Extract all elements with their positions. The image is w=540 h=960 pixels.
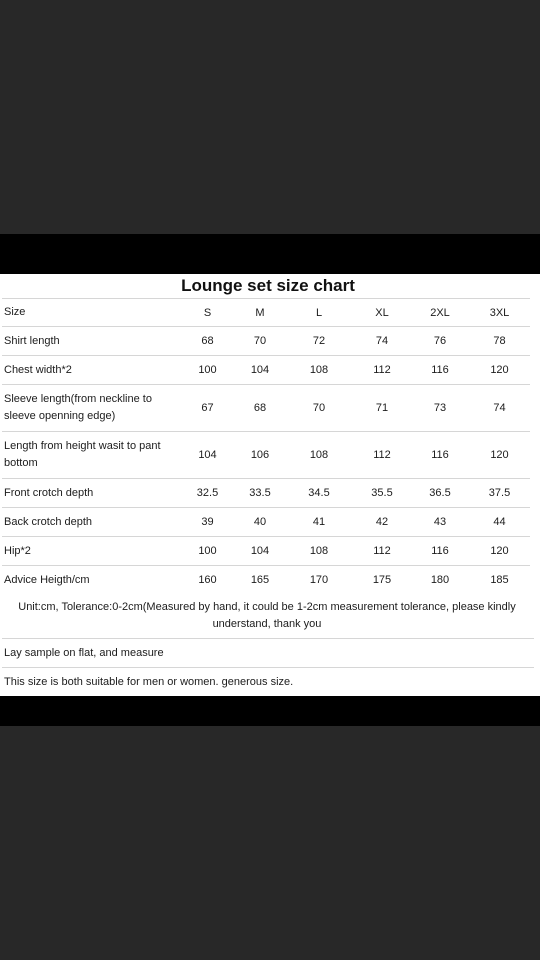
table-header-row [2, 299, 530, 327]
table-cell: 39 [180, 508, 235, 537]
table-cell: 35.5 [353, 479, 411, 508]
table-cell: 72 [285, 327, 353, 356]
table-cell: 67 [180, 385, 235, 432]
header-cell: L [285, 299, 353, 327]
table-cell: 112 [353, 432, 411, 479]
table-cell: 180 [411, 566, 469, 595]
table-cell: 68 [235, 385, 285, 432]
table-cell: 41 [285, 508, 353, 537]
lay-sample-note: Lay sample on flat, and measure [2, 638, 534, 667]
header-cell: 3XL [469, 299, 530, 327]
table-row [2, 537, 530, 566]
header-cell: Size [2, 299, 180, 327]
table-cell: 175 [353, 566, 411, 595]
table-cell: 43 [411, 508, 469, 537]
table-cell: 100 [180, 537, 235, 566]
bottom-black-band [0, 696, 540, 726]
row-label: Shirt length [2, 327, 180, 356]
table-row [2, 385, 530, 432]
table-cell: 165 [235, 566, 285, 595]
table-cell: 44 [469, 508, 530, 537]
table-cell: 74 [353, 327, 411, 356]
row-label: Front crotch depth [2, 479, 180, 508]
size-table [2, 298, 530, 594]
header-cell: S [180, 299, 235, 327]
table-row [2, 508, 530, 537]
table-cell: 42 [353, 508, 411, 537]
table-cell: 106 [235, 432, 285, 479]
header-cell: M [235, 299, 285, 327]
table-cell: 108 [285, 537, 353, 566]
table-cell: 120 [469, 356, 530, 385]
table-cell: 71 [353, 385, 411, 432]
row-label: Length from height wasit to pant bottom [2, 432, 180, 479]
table-cell: 104 [235, 356, 285, 385]
row-label: Hip*2 [2, 537, 180, 566]
table-cell: 112 [353, 537, 411, 566]
row-label: Advice Heigth/cm [2, 566, 180, 595]
table-cell: 185 [469, 566, 530, 595]
table-cell: 70 [285, 385, 353, 432]
table-row [2, 479, 530, 508]
table-cell: 74 [469, 385, 530, 432]
row-label: Chest width*2 [2, 356, 180, 385]
table-cell: 36.5 [411, 479, 469, 508]
row-label: Sleeve length(from neckline to sleeve openning edge) [2, 385, 180, 432]
table-cell: 116 [411, 432, 469, 479]
size-chart-sheet [0, 274, 540, 696]
table-cell: 116 [411, 537, 469, 566]
table-cell: 78 [469, 327, 530, 356]
table-cell: 73 [411, 385, 469, 432]
table-cell: 108 [285, 356, 353, 385]
table-cell: 108 [285, 432, 353, 479]
table-cell: 34.5 [285, 479, 353, 508]
table-cell: 104 [180, 432, 235, 479]
table-cell: 76 [411, 327, 469, 356]
table-cell: 120 [469, 432, 530, 479]
table-cell: 32.5 [180, 479, 235, 508]
top-black-band [0, 234, 540, 274]
row-label: Back crotch depth [2, 508, 180, 537]
table-cell: 37.5 [469, 479, 530, 508]
table-cell: 68 [180, 327, 235, 356]
tolerance-note: Unit:cm, Tolerance:0-2cm(Measured by hand, it could be 1-2cm measurement tolerance, please kindly understand, thank you [18, 601, 516, 630]
suitability-note: This size is both suitable for men or women. generous size. [2, 667, 534, 696]
table-cell: 116 [411, 356, 469, 385]
header-cell: 2XL [411, 299, 469, 327]
table-row [2, 566, 530, 595]
table-row [2, 432, 530, 479]
table-cell: 40 [235, 508, 285, 537]
table-cell: 70 [235, 327, 285, 356]
table-cell: 170 [285, 566, 353, 595]
table-cell: 104 [235, 537, 285, 566]
table-cell: 33.5 [235, 479, 285, 508]
table-cell: 120 [469, 537, 530, 566]
table-cell: 112 [353, 356, 411, 385]
header-cell: XL [353, 299, 411, 327]
table-row [2, 356, 530, 385]
table-row [2, 327, 530, 356]
table-cell: 160 [180, 566, 235, 595]
chart-title: Lounge set size chart [181, 276, 355, 295]
table-cell: 100 [180, 356, 235, 385]
